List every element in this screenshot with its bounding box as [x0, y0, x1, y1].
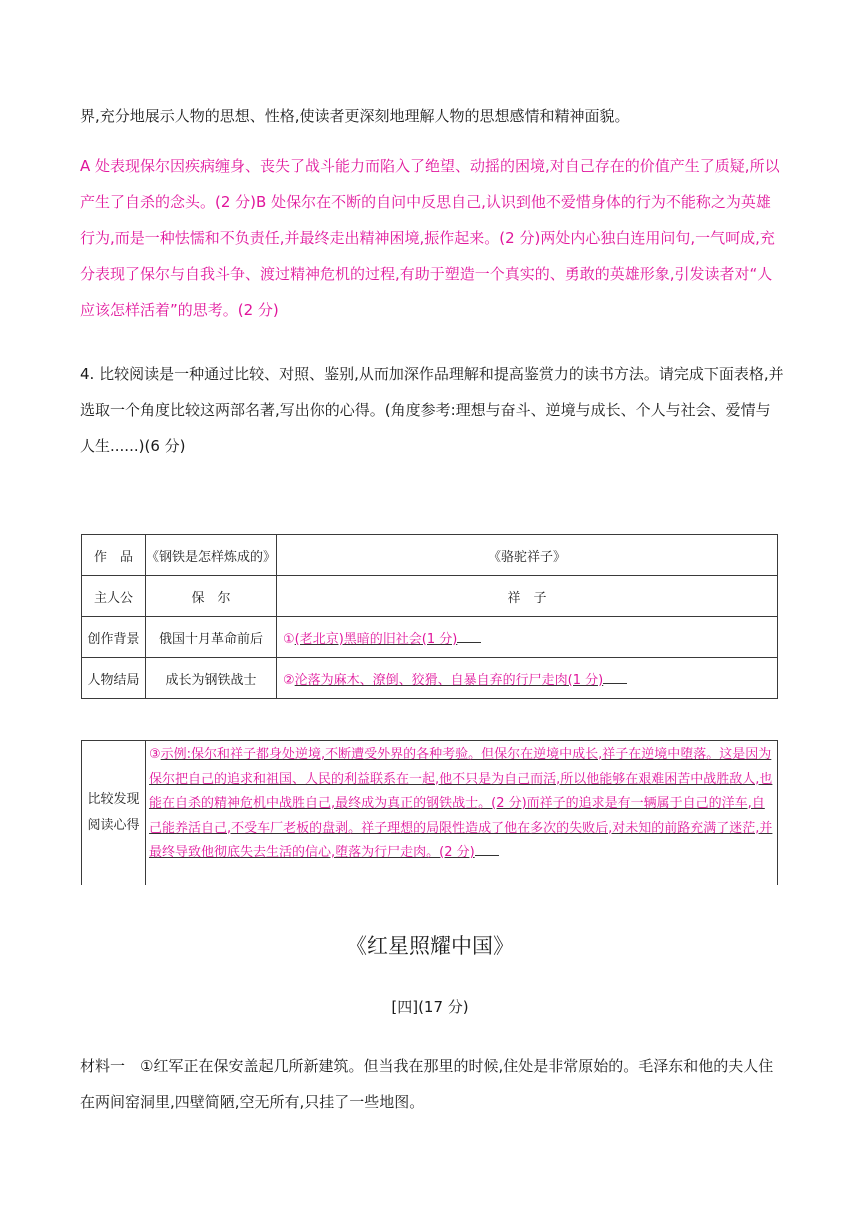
- book2-protagonist: 祥 子: [277, 576, 778, 617]
- insight-answer: [146, 741, 778, 885]
- question-4: 4. 比较阅读是一种通过比较、对照、鉴别,从而加深作品理解和提高鉴赏力的读书方法。请完成下面表格,并选取一个角度比较这两部名著,写出你的心得。(角度参考:理想与奋斗、逆境与成长、个人与社会、爱情与人生......)(6 分): [80, 365, 784, 455]
- comparison-insight-table: [81, 740, 778, 885]
- insight-underline: [475, 843, 499, 856]
- section-title: 《红星照耀中国》: [346, 934, 514, 958]
- table-header-book1: 《钢铁是怎样炼成的》: [146, 535, 277, 576]
- answer-number: ①: [283, 631, 295, 647]
- book2-ending-answer: [277, 658, 778, 699]
- insight-text: 示例:保尔和祥子都身处逆境,不断遭受外界的各种考验。但保尔在逆境中成长,祥子在逆境中堕落。这是因为保尔把自己的追求和祖国、人民的利益联系在一起,他不只是为自己而活,所以他能够在艰难困苦中战胜敌人,也能在自杀的精神危机中战胜自己,最终成为真正的钢铁战士。(2 分)而祥子的追求是有一辆属于自己的洋车,自己能养活自己,不受车厂老板的盘剥。祥子理想的局限性造成了他在多次的失败后,对未知的前路充满了迷茫,并最终导致他彻底失去生活的信心,堕落为行尸走肉。(2 分): [149, 747, 773, 860]
- row-label-ending: 人物结局: [82, 658, 146, 699]
- insight-label: [82, 741, 146, 885]
- answer-text: 沦落为麻木、潦倒、狡猾、自暴自弃的行尸走肉(1 分): [294, 672, 604, 688]
- material-one: 材料一 ①红军正在保安盖起几所新建筑。但当我在那里的时候,住处是非常原始的。毛泽东和他的夫人住在两间窑洞里,四壁简陋,空无所有,只挂了一些地图。: [80, 1057, 774, 1111]
- book2-background-answer: [277, 617, 778, 658]
- insight-label-line1: 比较发现: [87, 791, 140, 807]
- answer-text: (老北京)黑暗的旧社会(1 分): [294, 631, 458, 647]
- paragraph-continuation: 界,充分地展示人物的思想、性格,使读者更深刻地理解人物的思想感情和精神面貌。: [80, 107, 630, 125]
- comparison-table: [81, 534, 778, 699]
- book1-protagonist: 保 尔: [146, 576, 277, 617]
- row-label-background: 创作背景: [82, 617, 146, 658]
- book1-background: 俄国十月革命前后: [146, 617, 277, 658]
- answer-underline: [457, 630, 481, 643]
- insight-label-line2: 阅读心得: [87, 817, 140, 833]
- answer-paragraph: A 处表现保尔因疾病缠身、丧失了战斗能力而陷入了绝望、动摇的困境,对自己存在的价值产生了质疑,所以产生了自杀的念头。(2 分)B 处保尔在不断的自问中反思自己,认识到他不爱惜身体的行为不能称之为英雄行为,而是一种怯懦和不负责任,并最终走出精神困境,振作起来。(2 分)两处内心独白连用问句,一气呵成,充分表现了保尔与自我斗争、渡过精神危机的过程,有助于塑造一个真实的、勇敢的英雄形象,引发读者对“人应该怎样活着”的思考。(2 分): [80, 157, 780, 319]
- table-header-book2: 《骆驼祥子》: [277, 535, 778, 576]
- answer-underline: [603, 671, 627, 684]
- section-subtitle: [四](17 分): [391, 998, 469, 1016]
- book1-ending: 成长为钢铁战士: [146, 658, 277, 699]
- answer-number: ②: [283, 672, 295, 688]
- table-header-work: 作 品: [82, 535, 146, 576]
- row-label-protagonist: 主人公: [82, 576, 146, 617]
- insight-number: ③: [149, 747, 161, 762]
